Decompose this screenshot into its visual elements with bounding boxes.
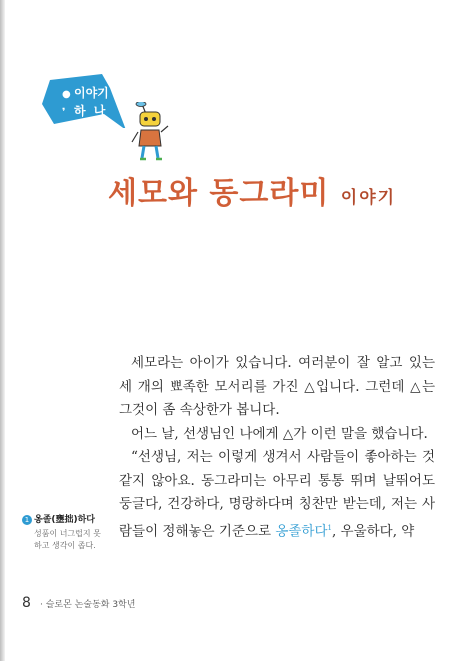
highlighted-term: 옹졸하다	[275, 523, 328, 539]
footnote-term: 옹졸(壅拙)하다	[34, 515, 96, 525]
paragraph-2: 어느 날, 선생님인 나에게 △가 이런 말을 했습니다.	[131, 425, 428, 442]
footnote-description: 성품이 너그럽지 못하고 생각이 좁다.	[34, 529, 101, 550]
story-body	[119, 352, 435, 544]
page-footer	[22, 592, 135, 611]
story-title-sub: 이야기	[340, 188, 397, 208]
badge-text-2: 하 나	[74, 104, 108, 118]
badge-text-1: 이야기	[74, 86, 109, 100]
book-title: · 슬로몬 논술동화 3학년	[40, 600, 136, 610]
paragraph-3-text: “선생님, 저는 이렇게 생겨서 사람들이 좋아하는 것 같지 않아요. 동그라미는 아무리 통통 뛰며 날뛰어도 둥글다, 건강하다, 명랑하다며 칭찬만 받는데, 저는 사람들이 정해놓은 기준으로	[119, 449, 435, 539]
story-number-badge	[40, 72, 126, 128]
comma-bullet-icon: ❜	[62, 107, 68, 118]
paragraph-3	[119, 446, 435, 544]
paragraph-1: 세모라는 아이가 있습니다. 여러분이 잘 알고 있는 세 개의 뾰족한 모서리를 가진 △입니다. 그런데 △는 그것이 좀 속상한가 봅니다.	[119, 355, 435, 418]
bullet-icon: ●	[62, 89, 71, 100]
page-edge-shadow	[0, 0, 5, 661]
page-number: 8	[22, 595, 31, 611]
story-title	[108, 168, 428, 212]
badge-line-2	[62, 102, 107, 119]
footnote-number: 1	[22, 515, 32, 525]
footnote	[22, 514, 108, 552]
cartoon-character-illustration	[128, 102, 172, 166]
paragraph-3-tail: , 우울하다, 약	[331, 523, 415, 539]
footnote-marker: 1	[327, 523, 332, 532]
story-title-main: 세모와 동그라미	[108, 176, 330, 211]
badge-line-1	[62, 84, 109, 101]
